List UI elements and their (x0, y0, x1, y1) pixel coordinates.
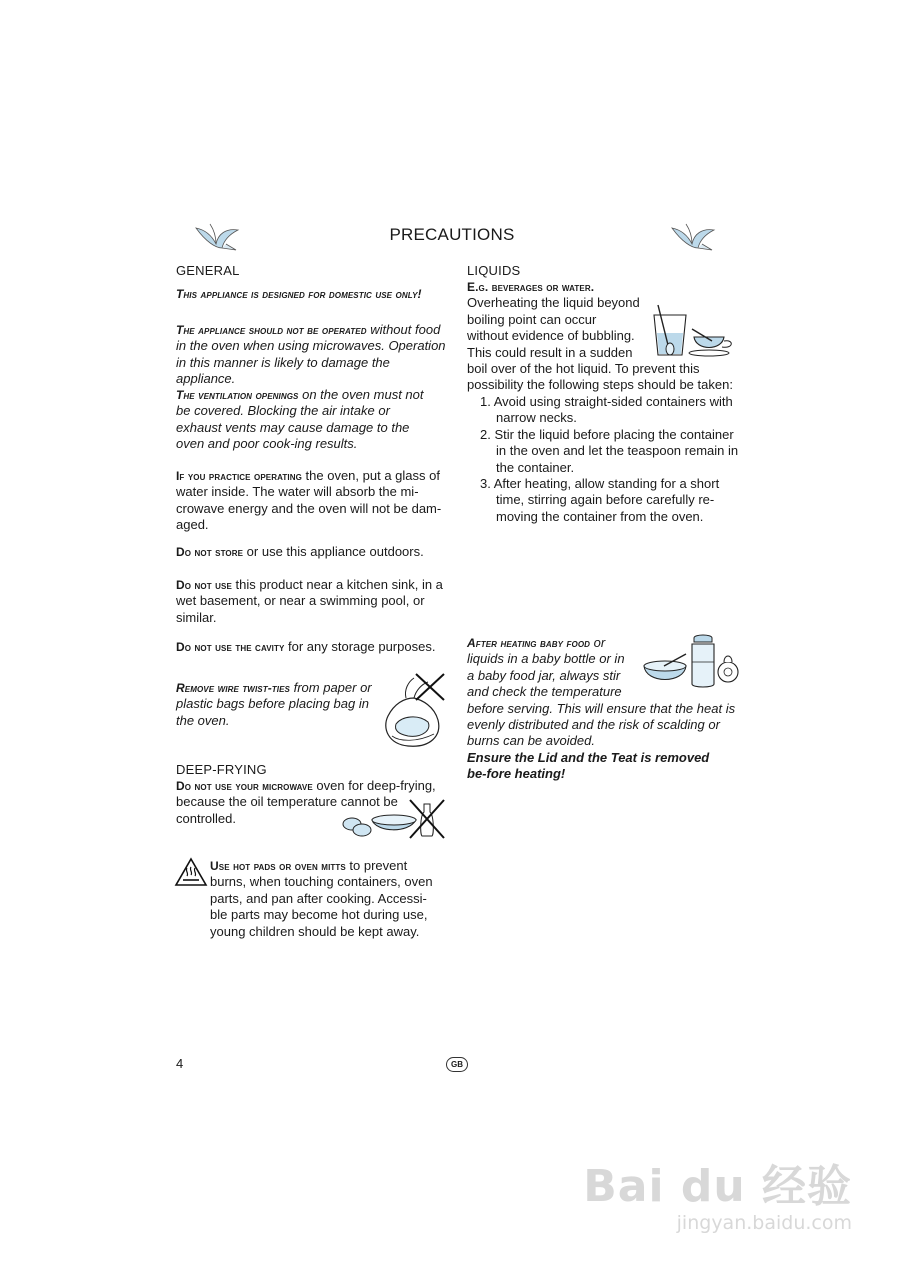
general-heading: GENERAL (176, 263, 240, 278)
liquids-paragraph (467, 279, 739, 394)
baby-food-paragraph (467, 635, 739, 783)
hot-surface-warning-icon (174, 857, 208, 887)
paragraph-lead: Do not use the cavity (176, 640, 285, 654)
watermark-url: jingyan.baidu.com (676, 1212, 852, 1234)
paragraph-lead: Do not store (176, 545, 244, 559)
paragraph-text: or use this appliance outdoors. (243, 544, 424, 559)
wrap-spacer (631, 635, 739, 693)
paragraph-lead: If you practice operating (176, 469, 302, 483)
paragraph-text: or liquids in a baby bottle or in a baby food jar, always stir and check the temperature before serving. This will ensure that the heat is evenly distributed and the risk of scalding or burns can be avoided. (467, 635, 736, 749)
country-badge: GB (446, 1057, 468, 1072)
general-paragraph-ventilation (176, 387, 438, 453)
page-number: 4 (176, 1056, 184, 1071)
paragraph-lead: This appliance is designed for domestic use only! (176, 287, 422, 301)
watermark-brand: Bai du 经验 (583, 1161, 852, 1212)
paragraph-lead: Use hot pads or oven mitts (210, 859, 346, 873)
deep-frying-heading: DEEP-FRYING (176, 762, 267, 777)
paragraph-text: on the oven must not be covered. Blocking the air intake or exhaust vents may cause damage to the oven and poor cook-ing results. (176, 387, 424, 452)
paragraph-text: to prevent burns, when touching containers, oven parts, and pan after cooking. Accessi-ble parts may become hot during use, young children should be kept away. (210, 858, 433, 939)
paragraph-lead: The appliance should not be operated (176, 323, 367, 337)
general-paragraph-cavity (176, 639, 451, 655)
general-paragraph-outdoors (176, 544, 451, 560)
paragraph-lead: After heating baby food (467, 636, 591, 650)
baby-food-emphasis: Ensure the Lid and the Teat is removed be-fore heating! (467, 749, 710, 782)
hot-pads-paragraph (210, 858, 438, 940)
list-item: 1. Avoid using straight-sided containers with narrow necks. (480, 394, 733, 426)
general-paragraph-sink (176, 577, 444, 626)
general-paragraph-no-food (176, 322, 446, 388)
general-paragraph-domestic (176, 286, 446, 302)
paragraph-lead: Do not use your microwave (176, 779, 313, 793)
bag-twist-tie-illustration (378, 670, 450, 750)
liquids-steps-list (466, 394, 742, 525)
paragraph-lead: Remove wire twist-ties (176, 681, 290, 695)
paragraph-text: oven for deep-frying, because the oil temperature cannot be controlled. (176, 778, 436, 826)
paragraph-text: this product near a kitchen sink, in a wet basement, or near a swimming pool, or similar. (176, 577, 443, 625)
paragraph-text: the oven, put a glass of water inside. The water will absorb the mi-crowave energy and the oven will not be dam-aged. (176, 468, 442, 533)
baidu-watermark (583, 1150, 852, 1234)
liquids-heading: LIQUIDS (467, 263, 521, 278)
paragraph-text: Overheating the liquid beyond boiling point can occur without evidence of bubbling. This could result in a sudden boil over of the hot liquid. To prevent this possibility the following steps should be taken: (467, 295, 733, 393)
wrap-spacer (641, 295, 739, 351)
paragraph-lead: E.g. beverages or water. (467, 280, 595, 294)
general-paragraph-twist-ties (176, 680, 376, 729)
general-paragraph-practice (176, 468, 446, 534)
paragraph-lead: The ventilation openings (176, 388, 299, 402)
paragraph-lead: Do not use (176, 578, 232, 592)
list-item: 2. Stir the liquid before placing the container in the oven and let the teaspoon remain in the container. (480, 426, 739, 475)
paragraph-text: for any storage purposes. (284, 639, 436, 654)
list-item: 3. After heating, allow standing for a short time, stirring again before carefully re-moving the container from the oven. (480, 476, 720, 524)
paragraph-text: without food in the oven when using microwaves. Operation in this manner is likely to damage the appliance. (176, 322, 446, 387)
paragraph-text: from paper or plastic bags before placing bag in the oven. (176, 680, 372, 728)
page-title: PRECAUTIONS (389, 225, 515, 244)
deep-frying-illustration (338, 794, 448, 840)
